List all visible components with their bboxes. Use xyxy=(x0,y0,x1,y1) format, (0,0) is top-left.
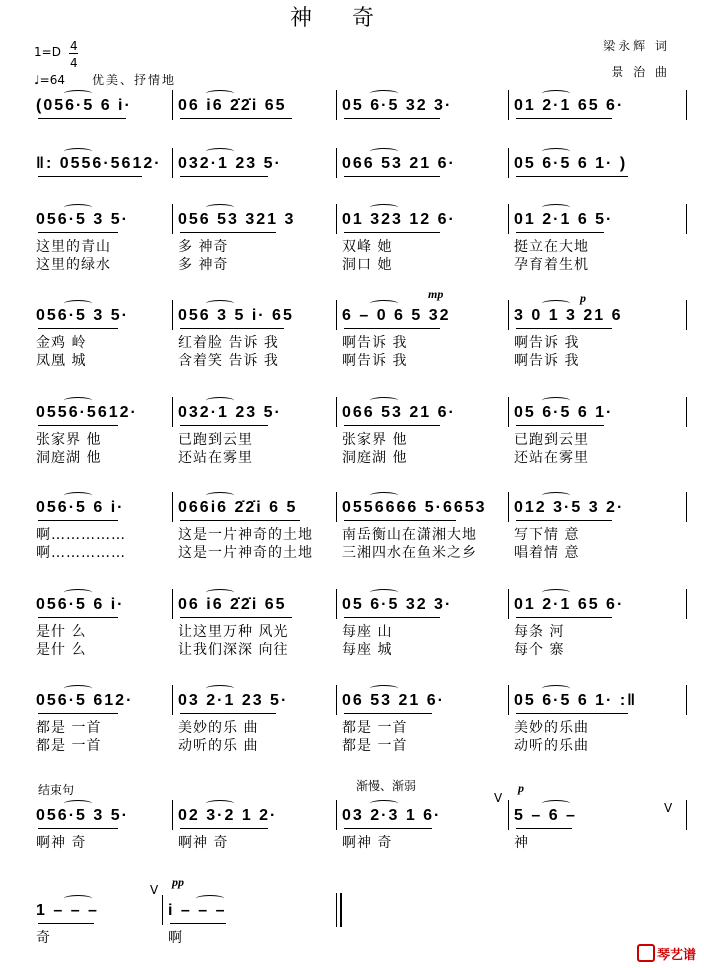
slur xyxy=(542,90,570,97)
time-signature-top: 4 xyxy=(70,39,78,53)
note-beam xyxy=(38,617,118,618)
note-beam xyxy=(344,328,440,329)
measure-notes: 01 2·1 65 6· xyxy=(514,596,625,613)
final-barline-thick xyxy=(340,893,342,927)
ritardando-mark: 渐慢、渐弱 xyxy=(356,779,417,793)
note-beam xyxy=(344,118,440,119)
barline xyxy=(508,90,509,120)
lyric-verse-1: 美妙的乐曲 xyxy=(514,720,589,736)
measure-notes: 056·5 3 5· xyxy=(36,211,129,228)
lyric-verse-2: 凤凰 城 xyxy=(36,353,87,369)
measure-notes: 066 53 21 6· xyxy=(342,155,456,172)
note-beam xyxy=(180,828,268,829)
lyric-verse-2: 每个 寨 xyxy=(514,642,565,658)
barline xyxy=(686,589,687,619)
lyric-verse-1: 啊 xyxy=(168,930,183,946)
lyric-verse-1: 每条 河 xyxy=(514,624,565,640)
note-beam xyxy=(516,713,628,714)
slur xyxy=(370,589,398,596)
slur xyxy=(64,589,92,596)
measure-notes: 05 6·5 6 1· :‖ xyxy=(514,692,638,709)
barline xyxy=(162,895,163,925)
slur xyxy=(370,685,398,692)
note-beam xyxy=(516,520,612,521)
measure-notes: 1 – – – xyxy=(36,902,99,919)
note-beam xyxy=(180,617,292,618)
measure-notes: 03 2·3 1 6· xyxy=(342,807,442,824)
lyric-verse-1: 多 神奇 xyxy=(178,239,229,255)
measure-notes: 06 i6 2̇2̇i 65 xyxy=(178,97,287,114)
note-beam xyxy=(180,713,276,714)
barline xyxy=(686,204,687,234)
note-beam xyxy=(38,520,118,521)
barline xyxy=(508,148,509,178)
lyric-verse-1: 这是一片神奇的土地 xyxy=(178,527,313,543)
slur xyxy=(64,204,92,211)
note-beam xyxy=(180,425,268,426)
note-beam xyxy=(38,176,142,177)
measure-notes: 06 53 21 6· xyxy=(342,692,445,709)
measure-notes: 05 6·5 6 1· ) xyxy=(514,155,628,172)
measure-notes: ‖: 0556·5612· xyxy=(36,155,162,172)
slur xyxy=(206,492,234,499)
measure-notes: 6 – 0 6 5 32 xyxy=(342,307,451,324)
measure-notes: 066 53 21 6· xyxy=(342,404,456,421)
barline xyxy=(508,300,509,330)
lyric-verse-1: 啊神 奇 xyxy=(342,835,393,851)
slur xyxy=(542,204,570,211)
note-beam xyxy=(344,713,432,714)
note-beam xyxy=(344,232,440,233)
slur xyxy=(206,685,234,692)
slur xyxy=(370,90,398,97)
slur xyxy=(542,800,570,807)
lyric-verse-2: 这里的绿水 xyxy=(36,257,111,273)
measure-notes: 032·1 23 5· xyxy=(178,155,282,172)
note-beam xyxy=(38,425,118,426)
slur xyxy=(64,300,92,307)
note-beam xyxy=(344,176,440,177)
lyric-verse-1: 双峰 她 xyxy=(342,239,393,255)
barline xyxy=(508,685,509,715)
slur xyxy=(542,300,570,307)
note-beam xyxy=(38,328,118,329)
barline xyxy=(336,90,337,120)
barline xyxy=(172,397,173,427)
slur xyxy=(206,204,234,211)
lyric-verse-1: 啊…………… xyxy=(36,527,126,543)
barline xyxy=(172,90,173,120)
dynamic-p-row4: p xyxy=(580,291,586,305)
lyric-verse-1: 挺立在大地 xyxy=(514,239,589,255)
note-beam xyxy=(38,828,118,829)
slur xyxy=(206,397,234,404)
measure-notes: 056·5 6 i· xyxy=(36,596,125,613)
measure-notes: 066i6 2̇2̇i 6 5 xyxy=(178,499,298,516)
lyric-verse-1: 奇 xyxy=(36,930,51,946)
note-beam xyxy=(344,617,440,618)
note-beam xyxy=(516,176,628,177)
lyric-verse-1: 这里的青山 xyxy=(36,239,111,255)
lyric-verse-2: 每座 城 xyxy=(342,642,393,658)
measure-notes: 05 6·5 32 3· xyxy=(342,596,453,613)
measure-notes: 05 6·5 6 1· xyxy=(514,404,614,421)
barline xyxy=(172,204,173,234)
measure-notes: 06 i6 2̇2̇i 65 xyxy=(178,596,287,613)
measure-notes: 02 3·2 1 2· xyxy=(178,807,278,824)
lyric-verse-1: 神 xyxy=(514,835,529,851)
lyric-verse-1: 啊神 奇 xyxy=(36,835,87,851)
slur xyxy=(206,90,234,97)
barline xyxy=(336,204,337,234)
lyric-verse-2: 动听的乐 曲 xyxy=(178,738,259,754)
note-beam xyxy=(180,176,268,177)
lyric-verse-2: 还站在雾里 xyxy=(514,450,589,466)
lyric-verse-1: 啊告诉 我 xyxy=(342,335,408,351)
lyric-verse-2: 啊…………… xyxy=(36,545,126,561)
lyric-verse-1: 南岳衡山在潇湘大地 xyxy=(342,527,477,543)
barline xyxy=(336,589,337,619)
lyric-verse-1: 金鸡 岭 xyxy=(36,335,87,351)
lyric-verse-1: 让这里万种 风光 xyxy=(178,624,289,640)
slur xyxy=(206,148,234,155)
note-beam xyxy=(516,232,604,233)
barline xyxy=(172,492,173,522)
measure-notes: 05 6·5 32 3· xyxy=(342,97,453,114)
measure-notes: 032·1 23 5· xyxy=(178,404,282,421)
note-beam xyxy=(516,617,612,618)
lyric-verse-2: 还站在雾里 xyxy=(178,450,253,466)
lyric-verse-1: 都是 一首 xyxy=(342,720,408,736)
barline xyxy=(172,589,173,619)
lyric-verse-1: 是什 么 xyxy=(36,624,87,640)
barline xyxy=(172,685,173,715)
lyric-verse-1: 美妙的乐 曲 xyxy=(178,720,259,736)
note-beam xyxy=(38,713,118,714)
note-beam xyxy=(170,923,226,924)
ending-phrase-mark: 结束句 xyxy=(38,783,75,797)
note-beam xyxy=(38,118,126,119)
barline xyxy=(686,397,687,427)
slur xyxy=(206,800,234,807)
slur xyxy=(370,300,398,307)
lyric-verse-2: 是什 么 xyxy=(36,642,87,658)
barline xyxy=(172,300,173,330)
measure-notes: (056·5 6 i· xyxy=(36,97,132,114)
measure-notes: 01 2·1 6 5· xyxy=(514,211,614,228)
lyric-verse-1: 啊告诉 我 xyxy=(514,335,580,351)
slur xyxy=(542,492,570,499)
barline xyxy=(686,800,687,830)
slur xyxy=(370,204,398,211)
lyricist-credit: 梁永辉 词 xyxy=(603,39,670,53)
lyric-verse-2: 让我们深深 向往 xyxy=(178,642,289,658)
slur xyxy=(370,148,398,155)
note-beam xyxy=(516,425,604,426)
barline xyxy=(172,800,173,830)
barline xyxy=(508,800,509,830)
slur xyxy=(64,685,92,692)
dynamic-pp: pp xyxy=(172,875,184,889)
slur xyxy=(542,148,570,155)
lyric-verse-2: 都是 一首 xyxy=(36,738,102,754)
lyric-verse-2: 啊告诉 我 xyxy=(514,353,580,369)
measure-notes: 0556666 5·6653 xyxy=(342,499,487,516)
lyric-verse-2: 啊告诉 我 xyxy=(342,353,408,369)
note-beam xyxy=(516,118,612,119)
barline xyxy=(508,589,509,619)
measure-notes: 056·5 3 5· xyxy=(36,807,129,824)
lyric-verse-1: 每座 山 xyxy=(342,624,393,640)
slur xyxy=(542,685,570,692)
dynamic-mp: mp xyxy=(428,287,444,301)
lyric-verse-1: 啊神 奇 xyxy=(178,835,229,851)
composer-credit: 景 治 曲 xyxy=(611,65,670,79)
barline xyxy=(172,148,173,178)
expression-marking: 优美、抒情地 xyxy=(92,73,177,87)
lyric-verse-1: 已跑到云里 xyxy=(178,432,253,448)
breath-mark-2: V xyxy=(664,801,673,815)
measure-notes: 056·5 6 i· xyxy=(36,499,125,516)
measure-notes: 01 323 12 6· xyxy=(342,211,456,228)
slur xyxy=(206,300,234,307)
measure-notes: 01 2·1 65 6· xyxy=(514,97,625,114)
slur xyxy=(64,397,92,404)
slur xyxy=(64,800,92,807)
slur xyxy=(206,589,234,596)
measure-notes: 03 2·1 23 5· xyxy=(178,692,289,709)
barline xyxy=(686,685,687,715)
note-beam xyxy=(344,520,456,521)
barline xyxy=(336,148,337,178)
measure-notes: 3 0 1 3 21 6 xyxy=(514,307,623,324)
lyric-verse-1: 张家界 他 xyxy=(36,432,102,448)
slur xyxy=(542,397,570,404)
piano-logo-icon xyxy=(637,944,655,962)
lyric-verse-1: 红着脸 告诉 我 xyxy=(178,335,279,351)
lyric-verse-2: 孕育着生机 xyxy=(514,257,589,273)
note-beam xyxy=(38,232,118,233)
final-barline-thin xyxy=(336,893,337,927)
page-title: 神奇 xyxy=(289,6,414,31)
lyric-verse-1: 都是 一首 xyxy=(36,720,102,736)
slur xyxy=(64,895,92,902)
barline xyxy=(508,492,509,522)
note-beam xyxy=(180,232,276,233)
key-signature: 1=D xyxy=(34,45,61,59)
barline xyxy=(686,300,687,330)
note-beam xyxy=(180,328,284,329)
slur xyxy=(196,895,224,902)
site-logo xyxy=(637,944,696,962)
barline xyxy=(336,800,337,830)
lyric-verse-2: 洞口 她 xyxy=(342,257,393,273)
note-beam xyxy=(180,118,292,119)
slur xyxy=(370,397,398,404)
lyric-verse-1: 写下情 意 xyxy=(514,527,580,543)
lyric-verse-2: 多 神奇 xyxy=(178,257,229,273)
site-logo-text: 琴艺谱 xyxy=(656,948,696,963)
barline xyxy=(336,492,337,522)
slur xyxy=(64,492,92,499)
note-beam xyxy=(516,828,572,829)
measure-notes: 056 3 5 i· 65 xyxy=(178,307,294,324)
measure-notes: 012 3·5 3 2· xyxy=(514,499,625,516)
slur xyxy=(370,800,398,807)
note-beam xyxy=(516,328,612,329)
slur xyxy=(64,148,92,155)
measure-notes: 0556·5612· xyxy=(36,404,138,421)
slur xyxy=(370,492,398,499)
time-signature-bottom: 4 xyxy=(70,56,78,70)
barline xyxy=(508,204,509,234)
barline xyxy=(686,90,687,120)
measure-notes: 056 53 321 3 xyxy=(178,211,296,228)
note-beam xyxy=(180,520,300,521)
lyric-verse-1: 张家界 他 xyxy=(342,432,408,448)
breath-mark-3: V xyxy=(150,883,159,897)
lyric-verse-2: 唱着情 意 xyxy=(514,545,580,561)
tempo-marking: ♩=64 xyxy=(34,73,65,87)
lyric-verse-2: 都是 一首 xyxy=(342,738,408,754)
dynamic-p-row9: p xyxy=(518,781,524,795)
lyric-verse-2: 动听的乐曲 xyxy=(514,738,589,754)
barline xyxy=(686,492,687,522)
measure-notes: 056·5 612· xyxy=(36,692,134,709)
barline xyxy=(336,300,337,330)
barline xyxy=(508,397,509,427)
measure-notes: 056·5 3 5· xyxy=(36,307,129,324)
lyric-verse-2: 三湘四水在鱼米之乡 xyxy=(342,545,477,561)
barline xyxy=(336,685,337,715)
slur xyxy=(542,589,570,596)
lyric-verse-1: 已跑到云里 xyxy=(514,432,589,448)
measure-notes: i – – – xyxy=(168,902,227,919)
note-beam xyxy=(344,828,432,829)
note-beam xyxy=(38,923,94,924)
barline xyxy=(336,397,337,427)
lyric-verse-2: 洞庭湖 他 xyxy=(36,450,102,466)
lyric-verse-2: 洞庭湖 他 xyxy=(342,450,408,466)
slur xyxy=(64,90,92,97)
lyric-verse-2: 含着笑 告诉 我 xyxy=(178,353,279,369)
lyric-verse-2: 这是一片神奇的土地 xyxy=(178,545,313,561)
breath-mark-1: V xyxy=(494,791,503,805)
measure-notes: 5 – 6 – xyxy=(514,807,577,824)
note-beam xyxy=(344,425,440,426)
